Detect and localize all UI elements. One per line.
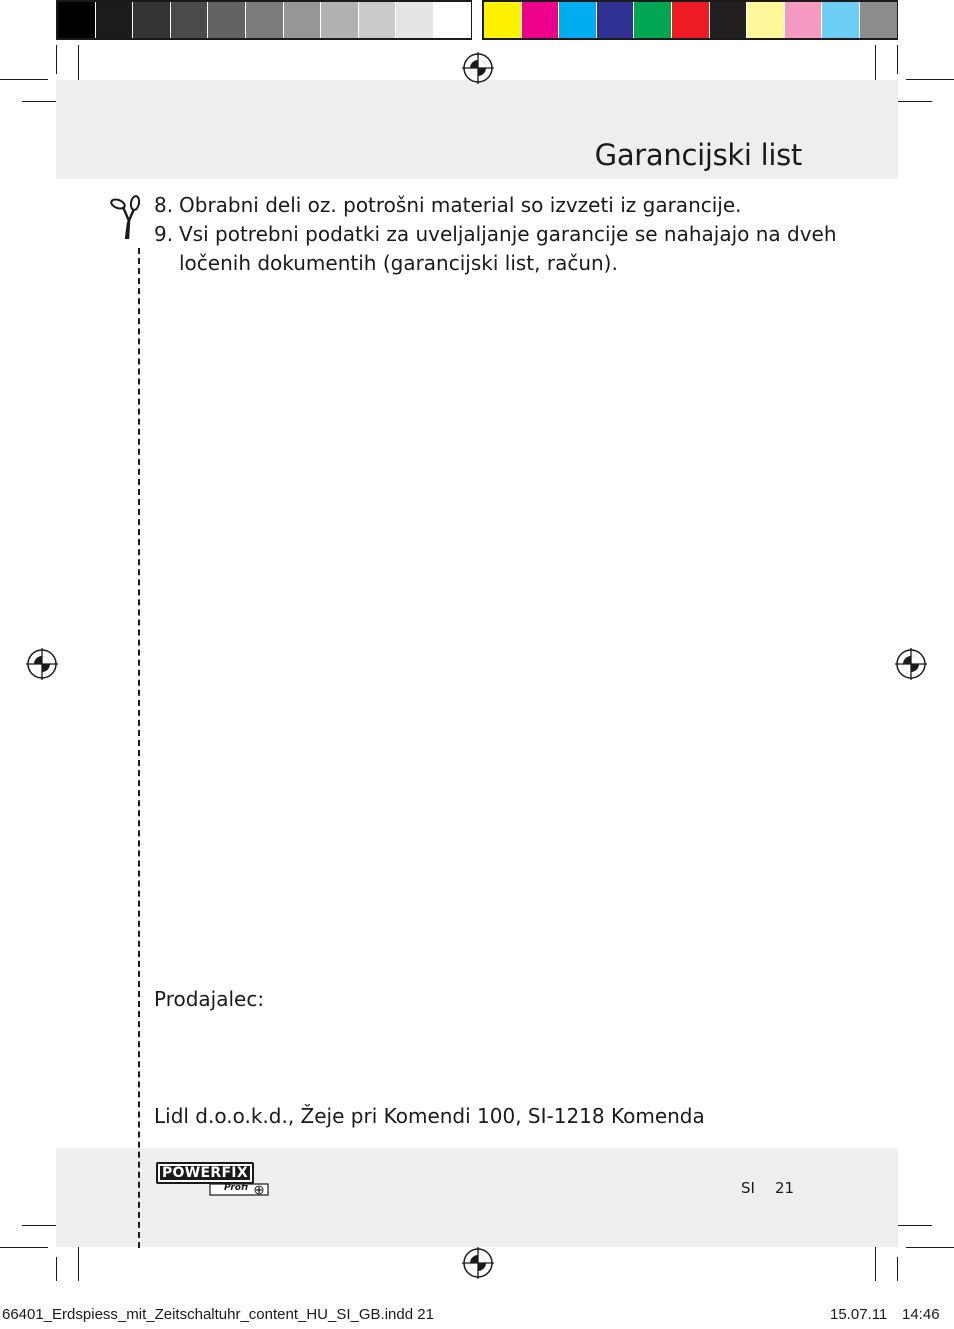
brand-logo bbox=[156, 1162, 272, 1200]
crop-mark bbox=[0, 79, 48, 80]
slug-filename: 66401_Erdspiess_mit_Zeitschaltuhr_content_HU_SI_GB.indd 21 bbox=[2, 1306, 434, 1323]
registration-mark-icon bbox=[26, 648, 58, 680]
crop-mark bbox=[56, 1257, 57, 1281]
gray-swatch bbox=[359, 2, 396, 38]
gray-swatch bbox=[171, 2, 208, 38]
gray-swatch bbox=[284, 2, 321, 38]
brand-sub: Profi bbox=[224, 1183, 249, 1193]
crop-mark bbox=[897, 45, 898, 74]
gray-swatch bbox=[96, 2, 133, 38]
gray-swatch bbox=[133, 2, 170, 38]
crop-mark bbox=[56, 45, 57, 74]
seller-address: Lidl d.o.o.k.d., Žeje pri Komendi 100, SI-1218 Komenda bbox=[154, 1104, 705, 1128]
color-swatch bbox=[747, 2, 784, 38]
page-title: Garancijski list bbox=[594, 138, 802, 172]
gray-swatch bbox=[208, 2, 245, 38]
gray-swatch bbox=[396, 2, 433, 38]
seller-label: Prodajalec: bbox=[154, 987, 265, 1011]
cut-line bbox=[138, 248, 140, 1248]
color-swatch bbox=[672, 2, 709, 38]
crop-mark bbox=[906, 79, 954, 80]
registration-mark-icon bbox=[895, 648, 927, 680]
gray-swatch bbox=[58, 2, 95, 38]
scissors-icon bbox=[108, 193, 144, 243]
color-swatch bbox=[559, 2, 596, 38]
list-item: 9. Vsi potrebni podatki za uveljaljanje garancije se nahajajo na dveh ločenih dokumentih (garancijski list, račun). bbox=[154, 222, 837, 275]
warranty-list bbox=[154, 191, 837, 278]
gray-swatch bbox=[246, 2, 283, 38]
slug-date: 15.07.11 bbox=[830, 1306, 888, 1323]
color-swatch bbox=[710, 2, 747, 38]
color-swatch bbox=[634, 2, 671, 38]
brand-name: POWERFIX bbox=[162, 1165, 248, 1181]
registration-mark-icon bbox=[462, 52, 494, 84]
crop-mark bbox=[897, 1257, 898, 1281]
footer-lang: SI bbox=[741, 1179, 755, 1197]
plus-circle-icon bbox=[254, 1185, 264, 1195]
gray-swatch bbox=[434, 2, 471, 38]
list-item: 8. Obrabni deli oz. potrošni material so izvzeti iz garancije. bbox=[154, 193, 742, 217]
color-swatch bbox=[484, 2, 521, 38]
color-swatch bbox=[860, 2, 897, 38]
color-swatch bbox=[597, 2, 634, 38]
color-swatch bbox=[822, 2, 859, 38]
color-swatch bbox=[522, 2, 559, 38]
slug-time: 14:46 bbox=[902, 1306, 940, 1323]
gray-swatch bbox=[321, 2, 358, 38]
crop-mark bbox=[906, 1247, 954, 1248]
page-number: 21 bbox=[775, 1179, 795, 1197]
crop-mark bbox=[0, 1247, 48, 1248]
color-swatch bbox=[785, 2, 822, 38]
registration-mark-icon bbox=[462, 1247, 494, 1279]
